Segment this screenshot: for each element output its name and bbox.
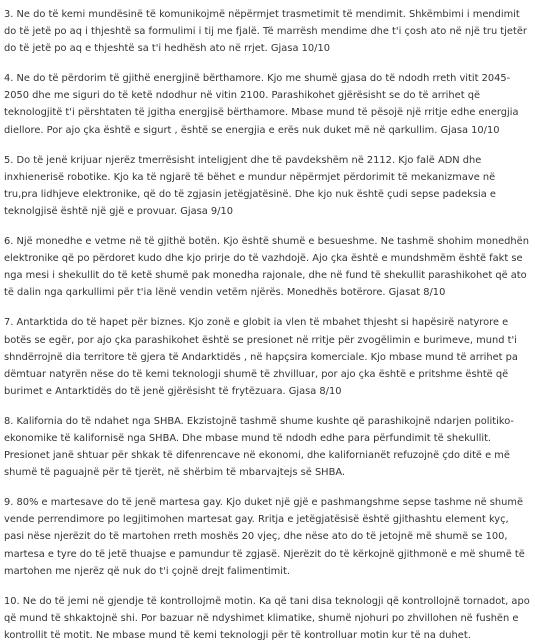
prediction-paragraph-10: 10. Ne do të jemi në gjendje të kontrollojmë motin. Ka që tani disa teknologji që kontrollojnë tornadot, apo që mund të shkaktojnë shi. Por bazuar në ndyshimet klimatike, shumë njohuri po zhvillohen në fushën e kontrollit të motit. Ne mbase mund të kemi teknologji për të kontrolluar motin kur të na duhet.: [4, 595, 530, 641]
prediction-paragraph-6: 6. Një monedhe e vetme në të gjithë botën. Kjo është shumë e besueshme. Ne tashmë shohim monedhën elektronike që po përdoret kudo dhe kjo prirje do të vazhdojë. Ajo çka është e mundshmëm është fakt se nga mesi i shekullit do të ketë shumë pak monedha rajonale, dhe në fund të shekullit parashikohet që ato të dalin nga qarkullimi për t'ia lënë vendin vetëm njërës. Monedhës botërore. Gjasat 8/10: [4, 236, 529, 299]
prediction-paragraph-8: 8. Kalifornia do të ndahet nga SHBA. Ekzistojnë tashmë shume kushte që parashikojnë ndarjen politiko-ekonomike të kalifornisë nga SHBA. Dhe mbase mund të ndodh edhe para përfundimit të shekullit. Presionet janë shtuar për shkak të difenrencave në ekonomi, dhe kalifornianët refuzojnë çdo ditë e më shumë të paguajnë për të tjerët, në shërbim të mbarvajtejs së SHBA.: [4, 415, 514, 479]
prediction-paragraph-5: 5. Do të jenë krijuar njerëz tmerrësisht inteligjent dhe të pavdekshëm në 2112. Kjo falë ADN dhe inxhienerisë robotike. Kjo ka të ngjarë të bëhet e mundur nëpërmjet përdorimit të mekanizmave në tru,pra lidhjeve elektronike, që do të zgjasin jetëgjatësinë. Dhe kjo nuk është çudi sepse padeksia e teknolgjisë është një gjë e provuar. Gjasa 9/10: [4, 154, 496, 217]
prediction-paragraph-3: 3. Ne do të kemi mundësinë të komunikojmë nëpërmjet trasmetimit të mendimit. Shkëmbimi i mendimit do të jetë po aq i thjeshtë sa formulimi i tij me fjalë. Të marrësh mendime dhe t'i çosh ato në një tru tjetër do të jetë po aq e thjeshtë sa t'i hedhësh ato në rrjet. Gjasa 10/10: [4, 9, 527, 55]
prediction-paragraph-9: 9. 80% e martesave do të jenë martesa gay. Kjo duket një gjë e pashmangshme sepse tashme në shumë vende perrendimore po legjitimohen martesat gay. Rritja e jetëgjatësisë është gjithashtu element kyç, pasi nëse njerëzit do të martohen rreth moshës 20 vjeç, dhe nëse ato do të jetojnë më shumë se 100, martesa e tyre do të jetë thuajse e pamundur të zgjasë. Njerëzit do të kërkojnë gjithmonë e më shumë të martohen me njerëz që nuk do t'i çojnë drejt falimentimit.: [4, 497, 525, 577]
article-body: [4, 6, 530, 644]
prediction-paragraph-4: 4. Ne do të përdorim të gjithë energjinë bërthamore. Kjo me shumë gjasa do të ndodh rreth vitit 2045-2050 dhe me siguri do të ketë ndodhur në vitin 2100. Parashikohet gjërësisht se do të arrihet që teknologjitë t'i përshtaten të jgitha energjisë bërthamore. Mbase mund të pësojë një rritje edhe energjia diellore. Por ajo çka është e sigurt , është se energjia e erës nuk duket më në qarkullim. Gjasa 10/10: [4, 73, 519, 136]
prediction-paragraph-7: 7. Antarktida do të hapet për biznes. Kjo zonë e globit ia vlen të mbahet thjesht si hapësirë natyrore e botës se egër, por ajo çka parashikohet është se presionet në rritje për zvogëlimin e burimeve, mund t'i shndërrojnë dia territore të gjera të Andarktidës , në hapçsira komerciale. Kjo mbase mund të arrihet pa dëmtuar natyrën nëse do të kemi teknologji shumë të zhvilluar, por ajo çka është e pritshme është që burimet e Antarktidës do të jenë gjërësisht të frytëzuara. Gjasa 8/10: [4, 317, 518, 397]
